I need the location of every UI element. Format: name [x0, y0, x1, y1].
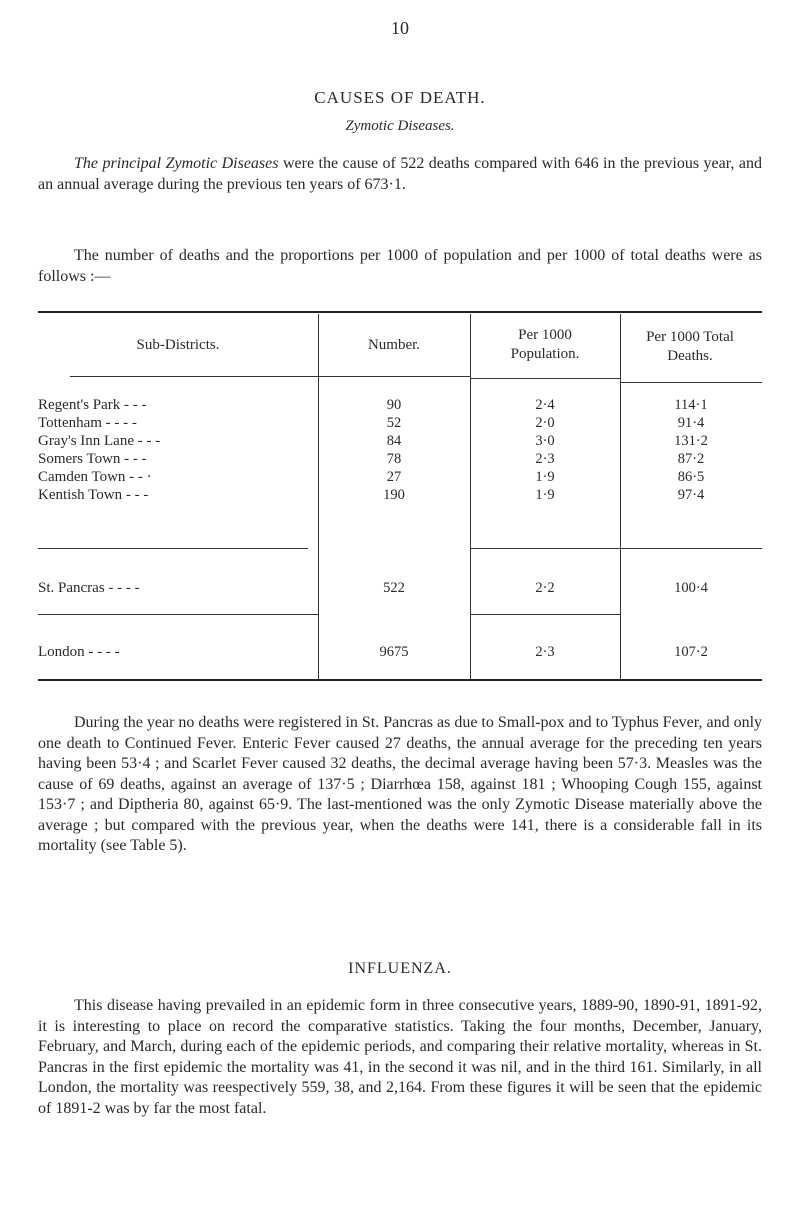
row-number: 190: [383, 487, 405, 503]
influenza-heading: INFLUENZA.: [348, 960, 452, 977]
table-top-rule: [38, 311, 762, 313]
table-bottom-rule: [38, 679, 762, 681]
section-subtitle: Zymotic Diseases.: [345, 118, 455, 134]
header-rule-2: [318, 376, 470, 377]
intro-paragraph: [38, 154, 762, 195]
influenza-paragraph: This disease having prevailed in an epidemic form in three consecutive years, 1889-90, 1890-91, 1891-92, it is interesting to place on record the comparative statistics. Taking the four months, December, January, February, and March, during each of the epidemic periods, and comparing their relative mortality, whereas in St. Pancras in the first epidemic the mortality was 41, in the second it was nil, and in the third 161. Similarly, in all London, the mortality was reespectively 559, 38, and 2,164. From these figures it will be seen that the epidemic of 1891-2 was by far the most fatal.: [38, 997, 762, 1117]
row-number: 78: [386, 451, 402, 467]
london-name: London - - - -: [38, 644, 120, 660]
row-name: Somers Town - - -: [38, 451, 147, 467]
row-per-deaths: 91·4: [677, 415, 705, 431]
section-rule-2a: [38, 614, 318, 615]
section-rule-1a: [38, 548, 308, 549]
section-rule-1b: [470, 548, 620, 549]
row-per-population: 2·0: [535, 415, 555, 431]
header-rule-4: [620, 382, 762, 383]
row-per-deaths: 87·2: [677, 451, 705, 467]
row-name: Regent's Park - - -: [38, 397, 147, 413]
row-name: Camden Town - - ·: [38, 469, 152, 485]
table-intro: The number of deaths and the proportions per 1000 of population and per 1000 of total deaths were as follows :—: [38, 247, 762, 285]
header-rule-3: [470, 378, 620, 379]
row-number: 27: [386, 469, 402, 485]
section-rule-1c: [620, 548, 762, 549]
row-number: 90: [386, 397, 402, 413]
london-number: 9675: [379, 644, 409, 660]
row-number: 84: [386, 433, 402, 449]
row-number: 52: [386, 415, 402, 431]
section-rule-2b: [470, 614, 620, 615]
row-per-population: 2·4: [535, 397, 555, 413]
row-per-deaths: 86·5: [677, 469, 705, 485]
total-per-population: 2·2: [535, 580, 555, 596]
london-per-deaths: 107·2: [674, 644, 708, 660]
row-per-deaths: 131·2: [674, 433, 708, 449]
row-name: Tottenham - - - -: [38, 415, 137, 431]
intro-lead: The principal Zymotic Diseases: [74, 155, 279, 172]
page-title: CAUSES OF DEATH.: [314, 88, 486, 107]
intro-rest: were the cause of 522 deaths compared with 646 in the previous year, and an annual average during the previous ten years of 673·1.: [38, 155, 763, 193]
total-name: St. Pancras - - - -: [38, 580, 140, 596]
row-per-deaths: 97·4: [677, 487, 705, 503]
page-number: 10: [391, 18, 409, 38]
row-per-population: 3·0: [535, 433, 555, 449]
total-per-deaths: 100·4: [674, 580, 708, 596]
row-name: Kentish Town - - -: [38, 487, 149, 503]
row-per-population: 2·3: [535, 451, 555, 467]
header-per-total-deaths: Per 1000 Total Deaths.: [646, 329, 734, 364]
row-name: Gray's Inn Lane - - -: [38, 433, 161, 449]
row-per-population: 1·9: [535, 469, 555, 485]
total-number: 522: [383, 580, 405, 596]
header-rule-1: [70, 376, 318, 377]
row-per-population: 1·9: [535, 487, 555, 503]
header-per-population: Per 1000 Population.: [510, 327, 580, 362]
zymotic-detail-paragraph: During the year no deaths were registered in St. Pancras as due to Small-pox and to Typhus Fever, and only one death to Continued Fever. Enteric Fever caused 27 deaths, the annual average for the preceding ten years having been 53·4 ; and Scarlet Fever caused 32 deaths, the decimal average having been 57·3. Measles was the cause of 69 deaths, against an average of 137·5 ; Diarrhœa 158, against 181 ; Whooping Cough 155, against 153·7 ; and Diptheria 80, against 65·9. The last-mentioned was the only Zymotic Disease materially above the average ; but compared with the previous year, when the deaths were 141, there is a considerable fall in its mortality (see Table 5).: [38, 714, 763, 854]
london-per-population: 2·3: [535, 644, 555, 660]
header-sub-districts: Sub-Districts.: [136, 337, 220, 353]
header-number: Number.: [367, 337, 421, 353]
row-per-deaths: 114·1: [674, 397, 708, 413]
